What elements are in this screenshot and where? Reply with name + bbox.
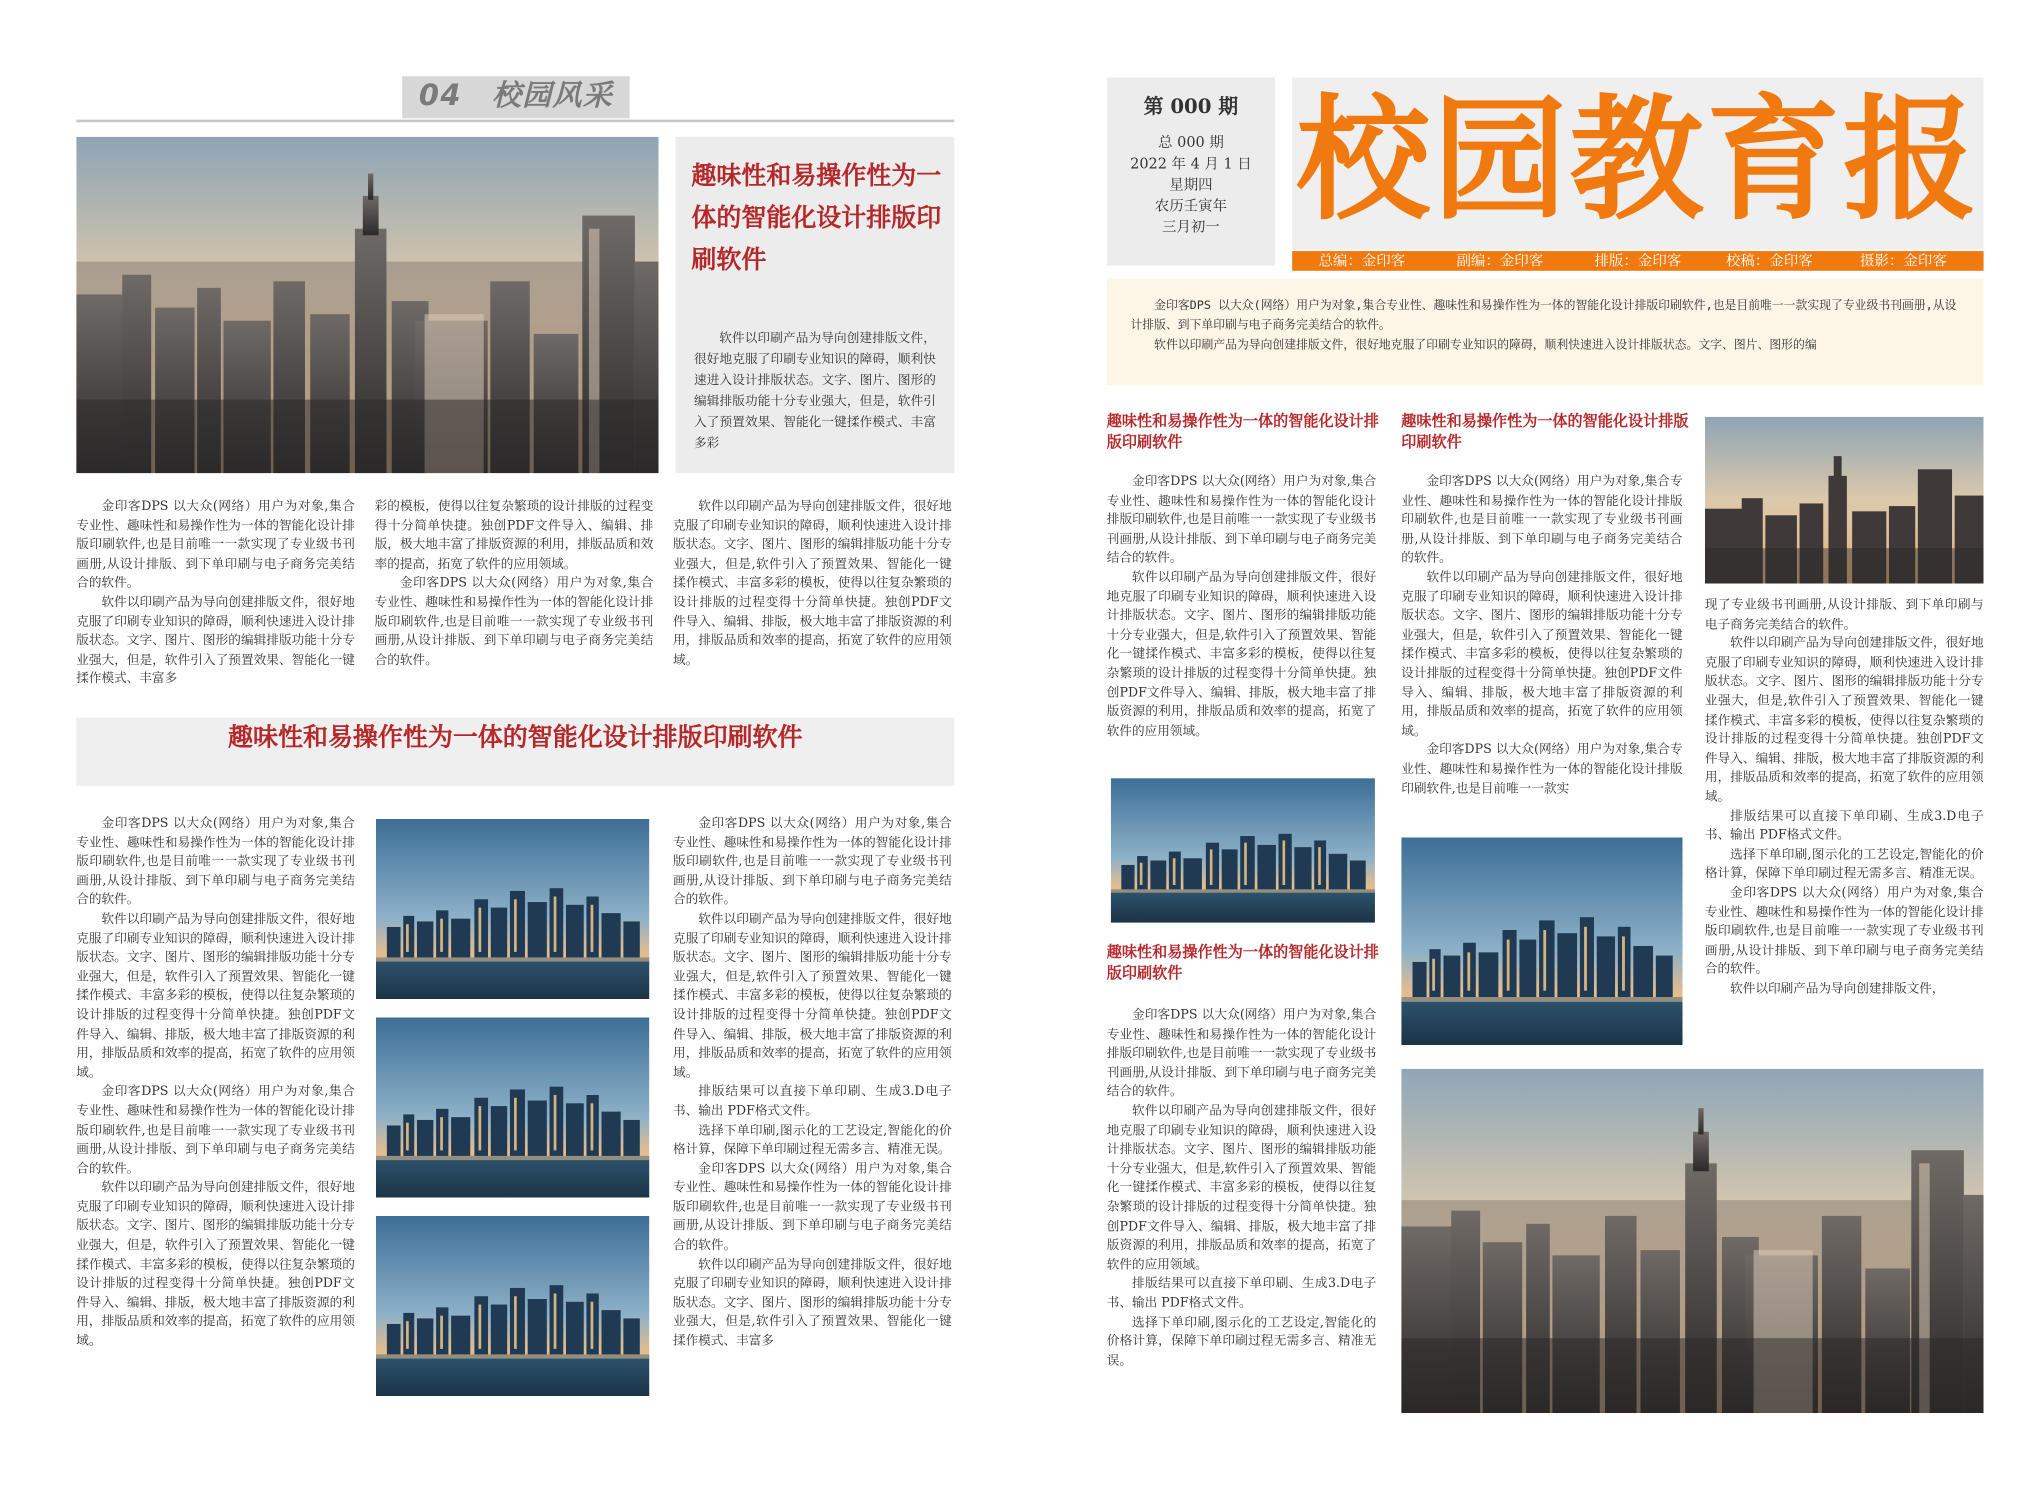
harbor-photo-3	[376, 1216, 649, 1396]
harbor-photo-2	[376, 1017, 649, 1197]
paragraph: 软件以印刷产品为导向创建排版文件，很好地克服了印刷专业知识的障碍，顺利快速进入设计排版状态。文字、图片、图形的编辑排版功能十分专业强大，但是,软件引入了预置效果、智能化一键揉作模式、丰富多彩的模板，使得以往复杂繁琐的设计排版的过程变得十分简单快捷。独创PDF文件导入、编辑、排版，极大地丰富了排版资源的利用，排版品质和效率的提高，拓宽了软件的应用领域。	[1704, 636, 1984, 805]
staff-photographer: 摄影：金印客	[1860, 252, 1947, 270]
paragraph: 金印客DPS 以大众(网络）用户为对象,集合专业性、趣味性和易操作性为一体的智能化设计排版印刷软件,也是目前唯一一款实现了专业级书刊画册,从设计排版、到下单印刷与电子商务完美结合的软件。	[1130, 299, 1957, 333]
paragraph: 排版结果可以直接下单印刷、生成3.D电子书、输出 PDF格式文件。	[1106, 1276, 1377, 1311]
paragraph: 选择下单印刷,图示化的工艺设定,智能化的价格计算，保障下单印刷过程无需多言、精准无误。	[673, 1123, 952, 1157]
paragraph: 现了专业级书刊画册,从设计排版、到下单印刷与电子商务完美结合的软件。	[1704, 598, 1984, 632]
staff-deputy-editor: 副编：金印客	[1456, 252, 1544, 270]
paragraph: 选择下单印刷,图示化的工艺设定,智能化的价格计算，保障下单印刷过程无需多言、精准无误。	[1704, 847, 1984, 882]
city-photo-large	[1401, 1069, 1983, 1413]
paragraph: 金印客DPS 以大众(网络）用户为对象,集合专业性、趣味性和易操作性为一体的智能化设计排版印刷软件,也是目前唯一一款实现了专业级书刊画册,从设计排版、到下单印刷与电子商务完美结合的软件。	[76, 1084, 355, 1177]
paragraph: 彩的模板，使得以往复杂繁琐的设计排版的过程变得十分简单快捷。独创PDF文件导入、编辑、排版，极大地丰富了排版资源的利用，排版品质和效率的提高，拓宽了软件的应用领域。	[374, 499, 654, 572]
paragraph: 金印客DPS 以大众(网络）用户为对象,集合专业性、趣味性和易操作性为一体的智能化设计排版印刷软件,也是目前唯一一款实现了专业级书刊画册,从设计排版、到下单印刷与电子商务完美结合的软件。	[1106, 1008, 1377, 1100]
paragraph: 软件以印刷产品为导向创建排版文件，很好地克服了印刷专业知识的障碍，顺利快速进入设计排版状态。文字、图片、图形的编辑排版功能十分专业强大，但是,软件引入了预置效果、智能化一键揉作模式、丰富多彩的模板，使得以往复杂繁琐的设计排版的过程变得十分简单快捷。独创PDF文件导入、编辑、排版，极大地丰富了排版资源的利用，排版品质和效率的提高，拓宽了软件的应用领域。	[1106, 570, 1377, 739]
paragraph: 排版结果可以直接下单印刷、生成3.D电子书、输出 PDF格式文件。	[1704, 809, 1984, 843]
paragraph: 金印客DPS 以大众(网络）用户为对象,集合专业性、趣味性和易操作性为一体的智能化设计排版印刷软件,也是目前唯一一款实现了专业级书刊画册,从设计排版、到下单印刷与电子商务完美结合的软件。	[76, 499, 355, 591]
paragraph: 金印客DPS 以大众(网络）用户为对象,集合专业性、趣味性和易操作性为一体的智能化设计排版印刷软件,也是目前唯一一款实现了专业级书刊画册,从设计排版、到下单印刷与电子商务完美结合的软件。	[76, 816, 355, 908]
paragraph: 金印客DPS 以大众(网络）用户为对象,集合专业性、趣味性和易操作性为一体的智能化设计排版印刷软件,也是目前唯一一款实现了专业级书刊画册,从设计排版、到下单印刷与电子商务完美结合的软件。	[673, 816, 952, 908]
harbor-photo-4	[1111, 778, 1375, 923]
masthead	[1292, 78, 1983, 250]
top-city-photo	[76, 137, 658, 474]
staff-bar	[1292, 251, 1983, 271]
paragraph: 软件以印刷产品为导向创建排版文件，很好地克服了印刷专业知识的障碍，顺利快速进入设计排版状态。文字、图片、图形的编辑排版功能十分专业强大，但是，软件引入了预置效果、智能化一键揉作模式、丰富多	[76, 595, 355, 687]
banner-headline: 趣味性和易操作性为一体的智能化设计排版印刷软件	[228, 722, 803, 752]
paragraph: 软件以印刷产品为导向创建排版文件，很好地克服了印刷专业知识的障碍，顺利快速进入设计排版状态。文字、图片、图形的编辑排版功能十分专业强大，但是，软件引入了预置效果、智能化一键揉作模式、丰富多彩的模板，使得以往复杂繁琐的设计排版的过程变得十分简单快捷。独创PDF文件导入、编辑、排版，极大地丰富了排版资源的利用，排版品质和效率的提高，拓宽了软件的应用领域。	[76, 1180, 355, 1349]
paragraph: 金印客DPS 以大众(网络）用户为对象,集合专业性、趣味性和易操作性为一体的智能化设计排版印刷软件,也是目前唯一一款实	[1401, 743, 1683, 796]
masthead-title: 校园教育报	[1296, 82, 1980, 240]
article-column-a3	[673, 498, 952, 695]
article-column-b3	[673, 815, 952, 1404]
article-column-a1	[76, 498, 355, 695]
paragraph: 软件以印刷产品为导向创建排版文件，很好地克服了印刷专业知识的障碍，顺利快速进入设计排版状态。文字、图片、图形的编辑排版功能十分专业强大，但是,软件引入了预置效果、智能化一键揉作模式、丰富多彩的模板，使得以往复杂繁琐的设计排版的过程变得十分简单快捷。独创PDF文件导入、编辑、排版，极大地丰富了排版资源的利用，排版品质和效率的提高，拓宽了软件的应用领域。	[1106, 1104, 1377, 1273]
city-photo-small	[1705, 417, 1984, 584]
story3-body	[1401, 473, 1682, 825]
paragraph: 金印客DPS 以大众(网络）用户为对象,集合专业性、趣味性和易操作性为一体的智能化设计排版印刷软件,也是目前唯一一款实现了专业级书刊画册,从设计排版、到下单印刷与电子商务完美结合的软件。	[374, 576, 654, 668]
issue-number: 第 000 期	[1143, 94, 1239, 119]
section-rule	[76, 120, 954, 123]
paragraph: 软件以印刷产品为导向创建排版文件，很好地克服了印刷专业知识的障碍，顺利快速进入设计排版状态。文字、图片、图形的编	[1154, 339, 1817, 353]
paragraph: 金印客DPS 以大众(网络）用户为对象,集合专业性、趣味性和易操作性为一体的智能化设计排版印刷软件,也是目前唯一一款实现了专业级书刊画册,从设计排版、到下单印刷与电子商务完美结合的软件。	[673, 1161, 952, 1253]
staff-editor-in-chief: 总编：金印客	[1318, 252, 1406, 270]
paragraph: 金印客DPS 以大众(网络）用户为对象,集合专业性、趣味性和易操作性为一体的智能化设计排版印刷软件,也是目前唯一一款实现了专业级书刊画册,从设计排版、到下单印刷与电子商务完美结合的软件。	[1106, 474, 1377, 566]
issue-lunar-year: 农历壬寅年	[1154, 197, 1228, 215]
article-column-b1	[76, 815, 355, 1404]
staff-proofreader: 校稿：金印客	[1725, 252, 1813, 270]
story3-headline: 趣味性和易操作性为一体的智能化设计排版印刷软件	[1401, 411, 1689, 451]
paragraph: 软件以印刷产品为导向创建排版文件，	[1730, 981, 1945, 997]
intro-text	[1130, 297, 1963, 368]
paragraph: 金印客DPS 以大众(网络）用户为对象,集合专业性、趣味性和易操作性为一体的智能化设计排版印刷软件,也是目前唯一一款实现了专业级书刊画册,从设计排版、到下单印刷与电子商务完美结合的软件。	[1704, 885, 1984, 978]
paragraph: 选择下单印刷,图示化的工艺设定,智能化的价格计算，保障下单印刷过程无需多言、精准无误。	[1106, 1315, 1377, 1368]
banner	[76, 718, 954, 786]
story1-headline: 趣味性和易操作性为一体的智能化设计排版印刷软件	[1106, 411, 1379, 451]
issue-total: 总 000 期	[1158, 134, 1224, 152]
story2-body	[1107, 1007, 1376, 1396]
paragraph: 排版结果可以直接下单印刷、生成3.D电子书、输出 PDF格式文件。	[673, 1084, 952, 1119]
staff-layout: 排版：金印客	[1594, 252, 1682, 270]
harbor-photo-5	[1401, 837, 1682, 1045]
top-story-headline: 趣味性和易操作性为一体的智能化设计排版印刷软件	[691, 161, 942, 275]
paragraph: 软件以印刷产品为导向创建排版文件，很好地克服了印刷专业知识的障碍，顺利快速进入设计排版状态。文字、图片、图形的编辑排版功能十分专业强大，但是，软件引入了预置效果、智能化一键揉作模式、丰富多彩的模板，使得以往复杂繁琐的设计排版的过程变得十分简单快捷。独创PDF文件导入、编辑、排版，极大地丰富了排版资源的利用，排版品质和效率的提高，拓宽了软件的应用领域。	[76, 912, 355, 1081]
paragraph: 软件以印刷产品为导向创建排版文件，很好地克服了印刷专业知识的障碍，顺利快速进入设计排版状态。文字、图片、图形的编辑排版功能十分专业强大，但是,软件引入了预置效果、智能化一键揉作模式、丰富多	[673, 1257, 952, 1349]
intro-box	[1107, 279, 1984, 385]
issue-info-box	[1107, 78, 1275, 266]
issue-weekday: 星期四	[1169, 176, 1213, 194]
paragraph: 软件以印刷产品为导向创建排版文件，很好地克服了印刷专业知识的障碍，顺利快速进入设计排版状态。文字、图片、图形的编辑排版功能十分专业强大，但是，软件引入了预置效果、智能化一键揉作模式、丰富多彩的模板，使得以往复杂繁琐的设计排版的过程变得十分简单快捷。独创PDF文件导入、编辑、排版，极大地丰富了排版资源的利用，排版品质和效率的提高，拓宽了软件的应用领域。	[1401, 570, 1683, 739]
article-column-a2	[375, 498, 654, 695]
top-story-summary: 软件以印刷产品为导向创建排版文件，很好地克服了印刷专业知识的障碍，顺利快速进入设计排版状态。文字、图片、图形的编辑排版功能十分专业强大，但是，软件引入了预置效果、智能化一键揉作模式、丰富多彩	[694, 331, 936, 451]
section-tab: 04 校园风采	[402, 76, 629, 118]
paragraph: 金印客DPS 以大众(网络）用户为对象,集合专业性、趣味性和易操作性为一体的智能化设计排版印刷软件,也是目前唯一一款实现了专业级书刊画册,从设计排版、到下单印刷与电子商务完美结合的软件。	[1401, 474, 1683, 566]
paragraph: 软件以印刷产品为导向创建排版文件，很好地克服了印刷专业知识的障碍，顺利快速进入设计排版状态。文字、图片、图形的编辑排版功能十分专业强大，但是,软件引入了预置效果、智能化一键揉作模式、丰富多彩的模板，使得以往复杂繁琐的设计排版的过程变得十分简单快捷。独创PDF文件导入、编辑、排版，极大地丰富了排版资源的利用，排版品质和效率的提高，拓宽了软件的应用领域。	[673, 912, 952, 1081]
story3-continued	[1705, 597, 1984, 1044]
story2-headline: 趣味性和易操作性为一体的智能化设计排版印刷软件	[1106, 942, 1379, 982]
story1-body	[1107, 473, 1376, 767]
issue-date: 2022 年 4 月 1 日	[1130, 155, 1252, 173]
issue-lunar-day: 三月初一	[1162, 218, 1220, 236]
paragraph: 软件以印刷产品为导向创建排版文件，很好地克服了印刷专业知识的障碍，顺利快速进入设计排版状态。文字、图片、图形的编辑排版功能十分专业强大，但是,软件引入了预置效果、智能化一键揉作模式、丰富多彩的模板，使得以往复杂繁琐的设计排版的过程变得十分简单快捷。独创PDF文件导入、编辑、排版，极大地丰富了排版资源的利用，排版品质和效率的提高，拓宽了软件的应用领域。	[673, 499, 952, 668]
harbor-photo-1	[376, 819, 649, 999]
